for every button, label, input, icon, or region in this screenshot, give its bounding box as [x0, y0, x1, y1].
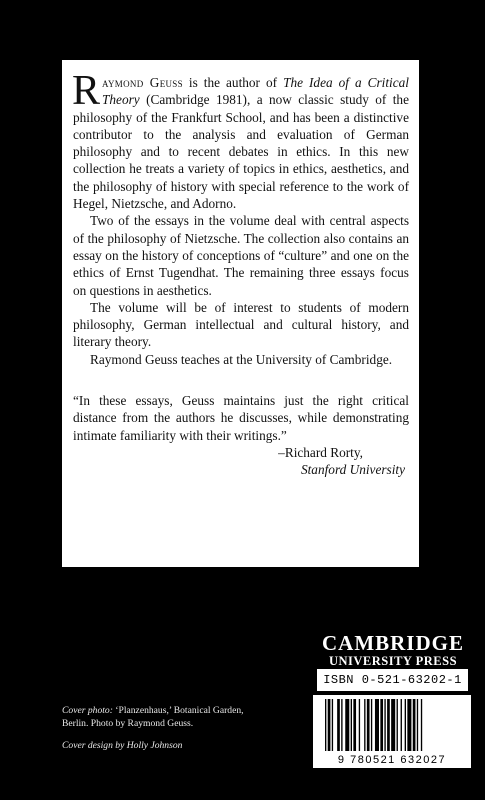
- blurb-paragraph-3: The volume will be of interest to students of modern philosophy, German intellectual and cultural history, and literary theory.: [73, 299, 409, 350]
- design-credit: Cover design by Holly Johnson: [62, 740, 183, 751]
- photo-credit: [62, 704, 262, 730]
- photo-credit-label: Cover photo:: [62, 705, 113, 716]
- drop-cap: R: [72, 68, 101, 114]
- blurb-paragraph-1: [72, 68, 409, 212]
- publisher-subtitle: UNIVERSITY PRESS: [328, 654, 458, 668]
- book-title-reference: The Idea of a Critical Theory: [102, 75, 409, 108]
- blurb-p1-text-a: is the author of: [182, 75, 284, 90]
- quote-attribution-affiliation: Stanford University: [300, 462, 405, 478]
- barcode-digits: 9 780521 632027: [337, 754, 447, 766]
- publisher-name: CAMBRIDGE: [321, 631, 464, 655]
- cover-credits: [62, 704, 262, 752]
- blurb-p1-text-b: (Cambridge 1981), a now classic study of the philosophy of the Frankfurt School, and has been a distinctive contributor to the analysis and evaluation of German philosophy and to recent debates in ethics. In this new collection he treats a variety of topics in ethics, aesthetics, and the philosophy of history with special reference to the work of Hegel, Nietzsche, and Adorno.: [73, 92, 409, 212]
- blurb-panel: [62, 60, 419, 567]
- barcode: [313, 695, 471, 768]
- isbn-label: ISBN 0-521-63202-1: [317, 669, 468, 691]
- publisher-logo: [313, 632, 473, 669]
- blurb-paragraph-2: Two of the essays in the volume deal with central aspects of the philosophy of Nietzsche. The collection also contains an essay on the history of conceptions of “culture” and one on the ethics of Ernst Tugendhat. The remaining three essays focus on questions in aesthetics.: [73, 213, 409, 298]
- review-quote: “In these essays, Geuss maintains just the right critical distance from the authors he discusses, while demonstrating intimate familiarity with their writings.”: [73, 393, 409, 443]
- author-name: aymond Geuss: [102, 75, 183, 90]
- blurb-paragraph-4: Raymond Geuss teaches at the University of Cambridge.: [90, 351, 393, 367]
- barcode-bars-icon: [313, 695, 471, 755]
- quote-attribution-name: –Richard Rorty,: [278, 444, 363, 460]
- photo-credit-text: ‘Planzenhaus,’ Botanical Garden, Berlin. Photo by Raymond Geuss.: [62, 705, 244, 729]
